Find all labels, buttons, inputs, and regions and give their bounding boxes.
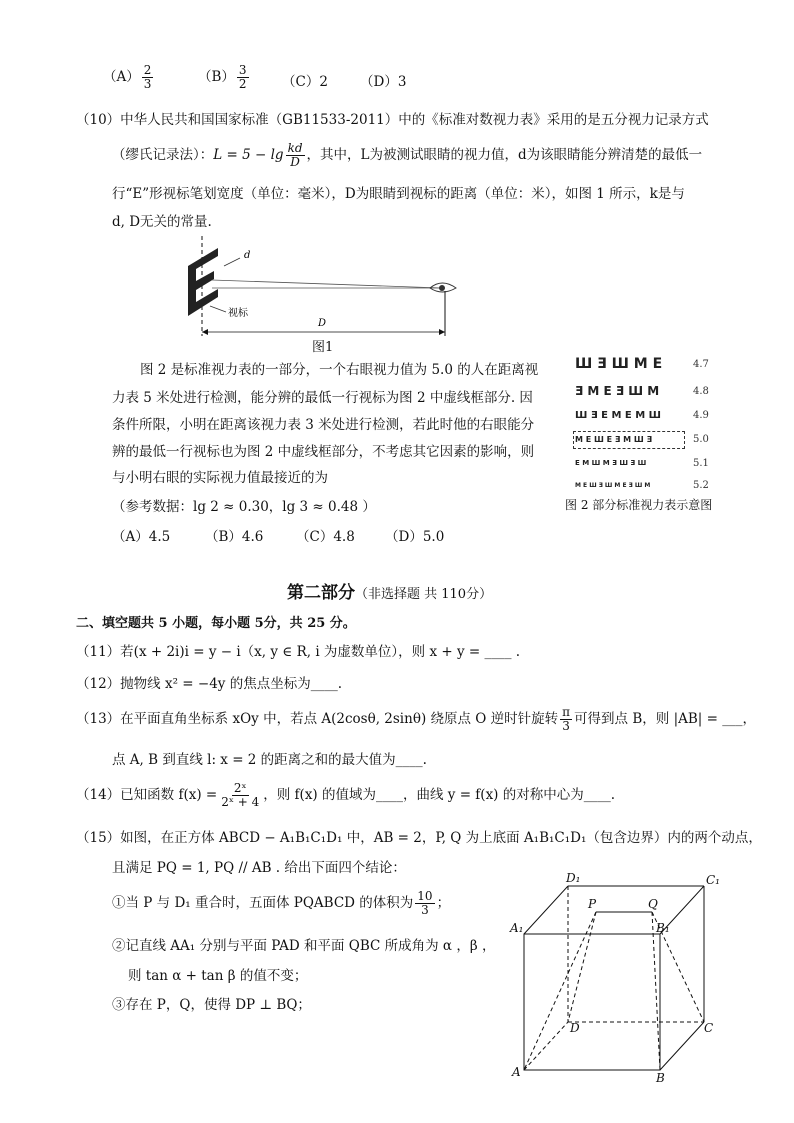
- q10-option-a: （A）4.5: [112, 529, 171, 545]
- q14: （14）已知函数 f(x) = $\frac{\text{2ˣ}}{\text{2ˣ + 4}}$ ，则 f(x) 的值域为____，曲线 y = f(x) 的对称中心为____.: [76, 781, 616, 809]
- label-a: A: [512, 1065, 521, 1079]
- q13-line2: 点 A, B 到直线 l: x = 2 的距离之和的最大值为____.: [112, 752, 427, 768]
- label-c1: C₁: [706, 873, 720, 887]
- fig1-caption: 图1: [312, 340, 334, 355]
- dashed-highlight-box: [573, 431, 709, 449]
- fig1-label-d: d: [244, 250, 251, 261]
- q10-para-4: 辨的最低一行视标也为图 2 中虚线框部分，不考虑其它因素的影响，则: [112, 444, 535, 460]
- q10-ref-data: （参考数据：lg 2 ≈ 0.30，lg 3 ≈ 0.48 ）: [112, 499, 376, 515]
- e-target-icon: [188, 248, 218, 316]
- label-c: C: [704, 1021, 714, 1035]
- label-p: P: [588, 897, 597, 911]
- q15-conclusion-2: ②记直线 AA₁ 分别与平面 PAD 和平面 QBC 所成角为 α ，β ，: [112, 938, 496, 954]
- fig1-label-target: 视标: [228, 308, 248, 319]
- q10-option-d: （D）5.0: [385, 529, 445, 545]
- q10-para-2: 力表 5 米处进行检测，能分辨的最低一行视标为图 2 中虚线框部分. 因: [112, 390, 533, 406]
- label-b1: B₁: [656, 921, 670, 935]
- q15-line1: （15）如图，在正方体 ABCD − A₁B₁C₁D₁ 中，AB = 2，P, Q 为上底面 A₁B₁C₁D₁（包含边界）内的两个动点，: [76, 830, 762, 846]
- q10-para-5: 与小明右眼的实际视力值最接近的为: [112, 470, 328, 486]
- label-d1: D₁: [566, 872, 581, 885]
- q9-option-c: （C）2: [282, 74, 328, 90]
- q15-line2: 且满足 PQ = 1, PQ // AB . 给出下面四个结论：: [112, 860, 406, 876]
- q10-line2: （缪氏记录法）：L = 5 − lg $\frac{kd}{D}$ ，其中，L为被测试眼睛的视力值，d为该眼睛能分辨清楚的最低一: [112, 141, 703, 169]
- fig1-label-big-d: D: [318, 318, 327, 329]
- eye-chart-row: Ǝ M E Ǝ Ш M 4.8: [575, 384, 709, 398]
- eye-chart-row: Ш Ǝ Ш M E 4.7: [575, 356, 709, 372]
- eye-chart-row: Ш Ǝ E M E M Ш 4.9: [575, 409, 709, 421]
- label-d: D: [570, 1021, 580, 1035]
- section-header: 二、填空题共 5 小题，每小题 5分，共 25 分。: [76, 616, 356, 631]
- part2-heading: 第二部分（非选择题 共 110分）: [287, 583, 493, 603]
- label-a1: A₁: [510, 921, 524, 935]
- label-b: B: [656, 1071, 665, 1084]
- q15-conclusion-3: ③存在 P，Q，使得 DP ⊥ BQ；: [112, 997, 311, 1013]
- q10-option-c: （C）4.8: [296, 529, 355, 545]
- cube-diagram: [508, 872, 728, 1084]
- q10-line4: d, D无关的常量.: [112, 214, 212, 230]
- q10-line1: （10）中华人民共和国国家标准（GB11533-2011）中的《标准对数视力表》采用的是五分视力记录方式: [76, 112, 709, 128]
- eye-chart-row: M E Ш Ǝ Ш M E Ǝ Ш M 5.2: [575, 479, 709, 491]
- fig2-caption: 图 2 部分标准视力表示意图: [565, 498, 713, 512]
- label-q: Q: [648, 897, 658, 911]
- q10-para-1: 图 2 是标准视力表的一部分，一个右眼视力值为 5.0 的人在距离视: [140, 362, 539, 378]
- q9-option-d: （D）3: [360, 74, 407, 90]
- q9-option-b: （B） $\frac{3}{2}$: [198, 63, 247, 91]
- q10-line3: 行“E”形视标笔划宽度（单位：毫米），D为眼睛到视标的距离（单位：米），如图 1 所示，k是与: [112, 186, 685, 202]
- q11: （11）若(x + 2i)i = y − i（x, y ∈ R, i 为虚数单位），则 x + y = ____ .: [76, 644, 521, 660]
- q9-option-a: （A） $\frac{2}{3}$: [103, 63, 152, 91]
- q10-option-b: （B）4.6: [205, 529, 264, 545]
- q12: （12）抛物线 x² = −4y 的焦点坐标为____.: [76, 676, 342, 692]
- eye-chart-row: E M Ш M Ǝ Ш Ǝ Ш 5.1: [575, 457, 709, 469]
- q10-para-3: 条件所限，小明在距离该视力表 3 米处进行检测，若此时他的右眼能分: [112, 417, 535, 433]
- q13-line1: （13）在平面直角坐标系 xOy 中，若点 A(2cosθ, 2sinθ) 绕原点 O 逆时针旋转 $\frac{\pi}{3}$ 可得到点 B，则 |AB| = ___，: [76, 705, 756, 733]
- q15-conclusion-1: ①当 P 与 D₁ 重合时，五面体 PQABCD 的体积为 $\frac{10}{3}$ ；: [112, 889, 451, 917]
- eye-chart-row: M E Ш E Ǝ M Ш Ǝ 5.0: [575, 433, 709, 445]
- q15-conclusion-2b: 则 tan α + tan β 的值不变；: [128, 968, 308, 984]
